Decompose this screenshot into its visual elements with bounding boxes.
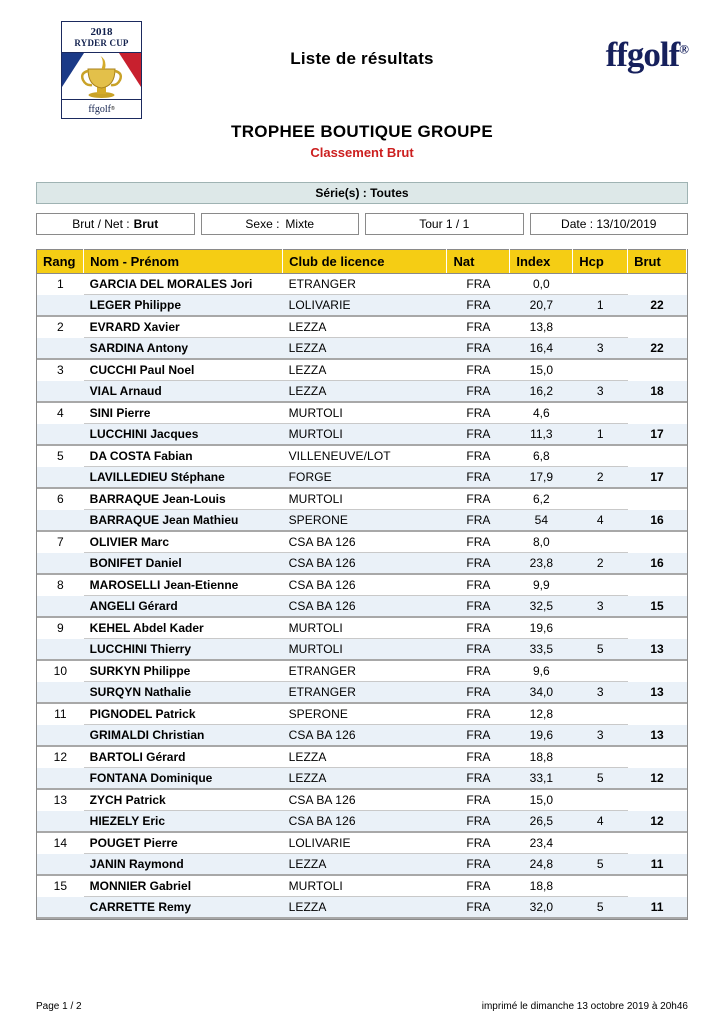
cell-hcp [573, 316, 628, 338]
cell-brut [628, 274, 687, 295]
cell-rang: 11 [37, 703, 84, 725]
cell-nat: FRA [447, 424, 510, 446]
cell-nom: VIAL Arnaud [84, 381, 283, 403]
cell-index: 33,5 [510, 639, 573, 661]
table-row[interactable] [37, 617, 687, 639]
cell-hcp: 5 [573, 768, 628, 790]
cell-nom: ANGELI Gérard [84, 596, 283, 618]
cell-rang [37, 897, 84, 919]
cell-rang: 2 [37, 316, 84, 338]
cell-brut: 12 [628, 811, 687, 833]
cell-club: CSA BA 126 [283, 725, 447, 747]
cell-hcp [573, 274, 628, 295]
table-row[interactable] [37, 682, 687, 704]
cell-club: LEZZA [283, 359, 447, 381]
cell-club: CSA BA 126 [283, 811, 447, 833]
cell-hcp: 1 [573, 295, 628, 317]
cell-nom: LEGER Philippe [84, 295, 283, 317]
ryder-cup-logo-footer [62, 99, 141, 118]
results-table [37, 249, 687, 919]
filter-row [36, 213, 688, 235]
cell-nat: FRA [447, 596, 510, 618]
cell-nat: FRA [447, 875, 510, 897]
cell-nom: SURKYN Philippe [84, 660, 283, 682]
cell-nat: FRA [447, 897, 510, 919]
cell-brut [628, 703, 687, 725]
cell-hcp [573, 402, 628, 424]
table-row[interactable] [37, 488, 687, 510]
cell-rang [37, 639, 84, 661]
cell-nom: CARRETTE Remy [84, 897, 283, 919]
cell-nom: EVRARD Xavier [84, 316, 283, 338]
cell-index: 23,4 [510, 832, 573, 854]
cell-nom: LUCCHINI Thierry [84, 639, 283, 661]
cell-hcp: 3 [573, 682, 628, 704]
cell-club: LEZZA [283, 381, 447, 403]
ryder-cup-logo [61, 21, 142, 119]
cell-hcp: 2 [573, 467, 628, 489]
cell-nat: FRA [447, 682, 510, 704]
cell-index: 12,8 [510, 703, 573, 725]
cell-nom: SINI Pierre [84, 402, 283, 424]
table-row[interactable] [37, 295, 687, 317]
cell-nom: GARCIA DEL MORALES Jori [84, 274, 283, 295]
competition-name: TROPHEE BOUTIQUE GROUPE [231, 122, 493, 141]
cell-hcp [573, 703, 628, 725]
table-row[interactable] [37, 897, 687, 919]
ryder-cup-year: 2018 [90, 25, 113, 38]
table-row[interactable] [37, 811, 687, 833]
cell-club: MURTOLI [283, 424, 447, 446]
cell-club: MURTOLI [283, 488, 447, 510]
table-row[interactable] [37, 316, 687, 338]
table-row[interactable] [37, 639, 687, 661]
cell-rang [37, 295, 84, 317]
column-header-index[interactable]: Index [510, 250, 573, 274]
cell-nom: POUGET Pierre [84, 832, 283, 854]
table-row[interactable] [37, 660, 687, 682]
cell-index: 11,3 [510, 424, 573, 446]
cell-nat: FRA [447, 617, 510, 639]
cell-rang [37, 510, 84, 532]
table-row[interactable] [37, 402, 687, 424]
column-header-club[interactable]: Club de licence [283, 250, 447, 274]
cell-index: 34,0 [510, 682, 573, 704]
cell-rang: 13 [37, 789, 84, 811]
cell-rang: 7 [37, 531, 84, 553]
cell-rang: 3 [37, 359, 84, 381]
filter-tour[interactable]: Tour 1 / 1 [365, 213, 524, 235]
cell-brut [628, 789, 687, 811]
cell-brut [628, 875, 687, 897]
ryder-cup-footer-text: ffgolf [88, 103, 111, 115]
cell-index: 24,8 [510, 854, 573, 876]
column-header-nom[interactable]: Nom - Prénom [84, 250, 283, 274]
cell-nom: ZYCH Patrick [84, 789, 283, 811]
cell-club: VILLENEUVE/LOT [283, 445, 447, 467]
table-row[interactable] [37, 359, 687, 381]
cell-index: 20,7 [510, 295, 573, 317]
cell-rang: 12 [37, 746, 84, 768]
table-row[interactable] [37, 789, 687, 811]
cell-brut: 13 [628, 682, 687, 704]
table-row[interactable] [37, 424, 687, 446]
ryder-cup-footer-mark: ® [110, 106, 115, 112]
cell-hcp: 3 [573, 381, 628, 403]
cell-index: 15,0 [510, 789, 573, 811]
cell-rang: 15 [37, 875, 84, 897]
cell-index: 16,4 [510, 338, 573, 360]
cell-brut: 13 [628, 725, 687, 747]
cell-brut: 18 [628, 381, 687, 403]
cell-brut: 12 [628, 768, 687, 790]
competition-classification: Classement Brut [310, 145, 414, 160]
cell-club: LEZZA [283, 897, 447, 919]
cell-hcp: 5 [573, 854, 628, 876]
cell-club: CSA BA 126 [283, 789, 447, 811]
results-table-head [37, 250, 687, 274]
cell-nom: KEHEL Abdel Kader [84, 617, 283, 639]
cell-nat: FRA [447, 295, 510, 317]
cell-rang [37, 682, 84, 704]
cell-brut [628, 660, 687, 682]
filter-sexe[interactable] [201, 213, 360, 235]
cell-brut: 16 [628, 553, 687, 575]
cell-brut [628, 617, 687, 639]
cell-rang [37, 854, 84, 876]
cell-nom: HIEZELY Eric [84, 811, 283, 833]
cell-club: MURTOLI [283, 639, 447, 661]
cell-hcp [573, 445, 628, 467]
cell-club: LEZZA [283, 316, 447, 338]
cell-hcp [573, 488, 628, 510]
table-row[interactable] [37, 274, 687, 295]
cell-hcp [573, 531, 628, 553]
table-row[interactable] [37, 445, 687, 467]
cell-club: MURTOLI [283, 875, 447, 897]
cell-brut: 22 [628, 338, 687, 360]
cell-index: 18,8 [510, 746, 573, 768]
table-row[interactable] [37, 832, 687, 854]
cell-index: 15,0 [510, 359, 573, 381]
cell-club: ETRANGER [283, 660, 447, 682]
cell-hcp: 5 [573, 897, 628, 919]
cell-nat: FRA [447, 854, 510, 876]
page-header [0, 0, 724, 118]
cell-nat: FRA [447, 381, 510, 403]
cell-nat: FRA [447, 639, 510, 661]
table-row[interactable] [37, 338, 687, 360]
cell-club: LEZZA [283, 746, 447, 768]
cell-brut: 11 [628, 854, 687, 876]
cell-index: 19,6 [510, 725, 573, 747]
cell-hcp: 4 [573, 811, 628, 833]
cell-nom: LAVILLEDIEU Stéphane [84, 467, 283, 489]
filter-brut-net-value: Brut [133, 217, 159, 231]
table-row[interactable] [37, 553, 687, 575]
cell-rang: 8 [37, 574, 84, 596]
cell-brut [628, 574, 687, 596]
cell-index: 17,9 [510, 467, 573, 489]
column-header-nat[interactable]: Nat [447, 250, 510, 274]
cell-club: LOLIVARIE [283, 832, 447, 854]
cell-club: ETRANGER [283, 682, 447, 704]
cell-nom: GRIMALDI Christian [84, 725, 283, 747]
cell-rang: 9 [37, 617, 84, 639]
cell-nat: FRA [447, 316, 510, 338]
cell-nat: FRA [447, 789, 510, 811]
cell-index: 26,5 [510, 811, 573, 833]
cell-nom: BARRAQUE Jean-Louis [84, 488, 283, 510]
cell-rang [37, 424, 84, 446]
cell-index: 16,2 [510, 381, 573, 403]
cell-brut [628, 488, 687, 510]
cell-brut: 17 [628, 424, 687, 446]
cell-rang [37, 553, 84, 575]
cell-brut [628, 359, 687, 381]
cell-nat: FRA [447, 359, 510, 381]
cell-club: LEZZA [283, 768, 447, 790]
cell-club: CSA BA 126 [283, 553, 447, 575]
cell-brut: 17 [628, 467, 687, 489]
cell-club: SPERONE [283, 703, 447, 725]
print-timestamp: imprimé le dimanche 13 octobre 2019 à 20h46 [481, 1001, 688, 1012]
cell-club: CSA BA 126 [283, 574, 447, 596]
cell-nom: BONIFET Daniel [84, 553, 283, 575]
column-header-hcp[interactable]: Hcp [573, 250, 628, 274]
cell-rang [37, 467, 84, 489]
cell-hcp: 4 [573, 510, 628, 532]
filter-sexe-label: Sexe : [245, 217, 280, 231]
cell-hcp [573, 789, 628, 811]
ffgolf-logo [606, 37, 688, 72]
cell-index: 8,0 [510, 531, 573, 553]
cell-nat: FRA [447, 660, 510, 682]
table-row[interactable] [37, 596, 687, 618]
cell-nat: FRA [447, 338, 510, 360]
cell-nom: DA COSTA Fabian [84, 445, 283, 467]
cell-rang [37, 768, 84, 790]
cell-club: MURTOLI [283, 617, 447, 639]
cell-rang [37, 811, 84, 833]
cell-hcp [573, 746, 628, 768]
table-row[interactable] [37, 746, 687, 768]
table-header-row [37, 250, 687, 274]
cell-hcp [573, 875, 628, 897]
cell-nom: OLIVIER Marc [84, 531, 283, 553]
table-row[interactable] [37, 381, 687, 403]
cell-club: MURTOLI [283, 402, 447, 424]
cell-index: 23,8 [510, 553, 573, 575]
cell-nat: FRA [447, 510, 510, 532]
cell-nat: FRA [447, 574, 510, 596]
results-table-container [36, 249, 688, 920]
table-row[interactable] [37, 725, 687, 747]
serie-bar: Série(s) : Toutes [36, 182, 688, 204]
filter-sexe-value: Mixte [285, 217, 315, 231]
cell-club: LEZZA [283, 854, 447, 876]
table-row[interactable] [37, 768, 687, 790]
cell-club: CSA BA 126 [283, 531, 447, 553]
cell-hcp [573, 574, 628, 596]
table-row[interactable] [37, 574, 687, 596]
cell-rang [37, 725, 84, 747]
cell-hcp [573, 660, 628, 682]
cell-nat: FRA [447, 488, 510, 510]
cell-hcp: 2 [573, 553, 628, 575]
cell-index: 33,1 [510, 768, 573, 790]
ryder-cup-event: RYDER CUP [74, 37, 129, 48]
cell-nom: JANIN Raymond [84, 854, 283, 876]
cell-index: 9,6 [510, 660, 573, 682]
cell-index: 32,5 [510, 596, 573, 618]
cell-brut: 16 [628, 510, 687, 532]
cell-rang [37, 596, 84, 618]
filter-brut-net[interactable] [36, 213, 195, 235]
registered-mark-icon: ® [679, 41, 688, 57]
page-title: Liste de résultats [290, 49, 434, 68]
cell-nat: FRA [447, 832, 510, 854]
cell-nom: BARTOLI Gérard [84, 746, 283, 768]
cell-nom: PIGNODEL Patrick [84, 703, 283, 725]
cell-nom: MONNIER Gabriel [84, 875, 283, 897]
cell-club: SPERONE [283, 510, 447, 532]
cell-rang [37, 338, 84, 360]
cell-rang: 14 [37, 832, 84, 854]
cell-index: 9,9 [510, 574, 573, 596]
cell-nat: FRA [447, 553, 510, 575]
cell-brut: 22 [628, 295, 687, 317]
cell-club: CSA BA 126 [283, 596, 447, 618]
cell-brut: 15 [628, 596, 687, 618]
column-header-brut[interactable]: Brut [628, 250, 687, 274]
cell-nat: FRA [447, 811, 510, 833]
cell-nom: BARRAQUE Jean Mathieu [84, 510, 283, 532]
cell-nat: FRA [447, 531, 510, 553]
cell-rang: 6 [37, 488, 84, 510]
cell-club: LOLIVARIE [283, 295, 447, 317]
page-footer [36, 1001, 688, 1012]
results-table-body [37, 274, 687, 919]
cell-brut [628, 832, 687, 854]
cell-brut: 13 [628, 639, 687, 661]
competition-heading [0, 122, 724, 160]
cell-nat: FRA [447, 445, 510, 467]
cell-hcp: 3 [573, 338, 628, 360]
cell-nat: FRA [447, 402, 510, 424]
cell-nat: FRA [447, 274, 510, 295]
cell-club: ETRANGER [283, 274, 447, 295]
filter-date[interactable]: Date : 13/10/2019 [530, 213, 689, 235]
cell-nom: MAROSELLI Jean-Etienne [84, 574, 283, 596]
cell-rang: 5 [37, 445, 84, 467]
cell-brut [628, 746, 687, 768]
cell-nom: SURQYN Nathalie [84, 682, 283, 704]
page-number: Page 1 / 2 [36, 1001, 82, 1012]
cell-brut [628, 445, 687, 467]
cell-hcp: 3 [573, 725, 628, 747]
cell-nat: FRA [447, 768, 510, 790]
cell-rang [37, 381, 84, 403]
column-header-rang[interactable]: Rang [37, 250, 84, 274]
table-row[interactable] [37, 467, 687, 489]
cell-brut [628, 531, 687, 553]
cell-index: 6,2 [510, 488, 573, 510]
cell-hcp: 3 [573, 596, 628, 618]
cell-nom: CUCCHI Paul Noel [84, 359, 283, 381]
cell-nom: SARDINA Antony [84, 338, 283, 360]
cell-rang: 10 [37, 660, 84, 682]
cell-hcp: 5 [573, 639, 628, 661]
cell-index: 18,8 [510, 875, 573, 897]
table-row[interactable] [37, 531, 687, 553]
cell-index: 54 [510, 510, 573, 532]
cell-brut: 11 [628, 897, 687, 919]
cell-nat: FRA [447, 725, 510, 747]
cell-hcp [573, 617, 628, 639]
cell-index: 19,6 [510, 617, 573, 639]
cell-nom: FONTANA Dominique [84, 768, 283, 790]
cell-nat: FRA [447, 703, 510, 725]
table-row[interactable] [37, 510, 687, 532]
cell-brut [628, 316, 687, 338]
cell-index: 13,8 [510, 316, 573, 338]
table-row[interactable] [37, 703, 687, 725]
cell-rang: 4 [37, 402, 84, 424]
ffgolf-logo-text: ffgolf [605, 35, 680, 74]
cell-club: FORGE [283, 467, 447, 489]
cell-brut [628, 402, 687, 424]
cell-index: 0,0 [510, 274, 573, 295]
cell-hcp [573, 359, 628, 381]
table-row[interactable] [37, 875, 687, 897]
cell-nat: FRA [447, 467, 510, 489]
cell-club: LEZZA [283, 338, 447, 360]
cell-hcp: 1 [573, 424, 628, 446]
cell-rang: 1 [37, 274, 84, 295]
filter-brut-net-label: Brut / Net : [72, 217, 130, 231]
cell-nom: LUCCHINI Jacques [84, 424, 283, 446]
cell-hcp [573, 832, 628, 854]
table-row[interactable] [37, 854, 687, 876]
cell-nat: FRA [447, 746, 510, 768]
cell-index: 6,8 [510, 445, 573, 467]
cell-index: 4,6 [510, 402, 573, 424]
cell-index: 32,0 [510, 897, 573, 919]
